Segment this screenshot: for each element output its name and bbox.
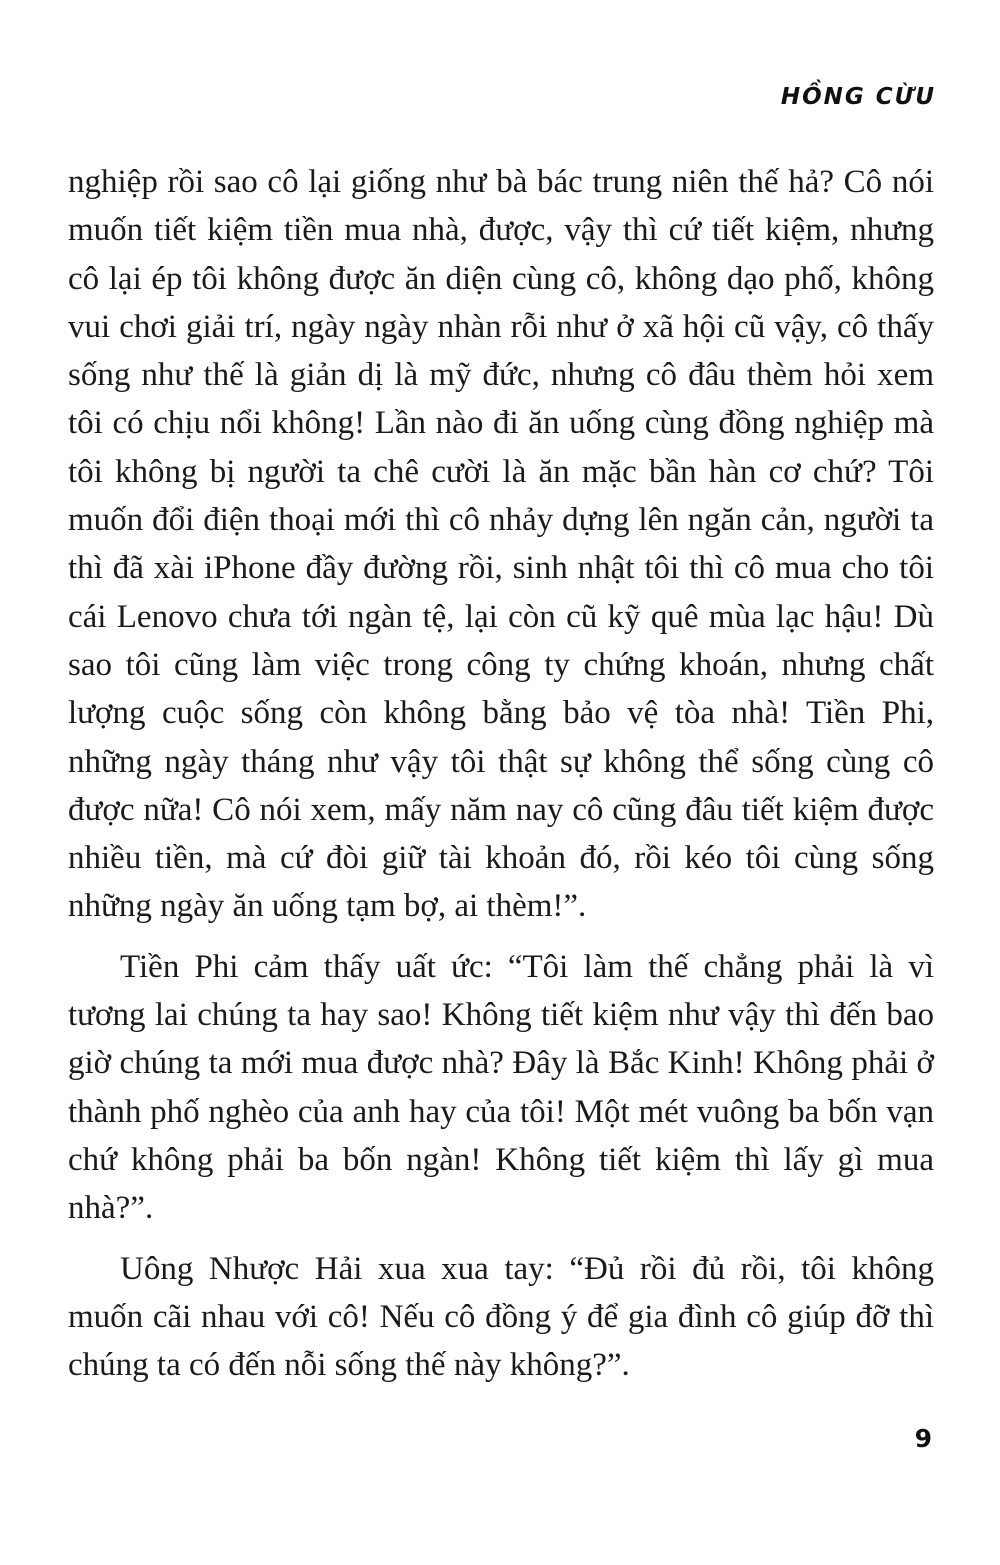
paragraph-3: Uông Nhược Hải xua xua tay: “Đủ rồi đủ rồi, tôi không muốn cãi nhau với cô! Nếu cô đồng ý để gia đình cô giúp đỡ thì chúng ta có đến nỗi sống thế này không?”. [68,1250,934,1384]
body-text [68,158,934,1389]
paragraph-1: nghiệp rồi sao cô lại giống như bà bác trung niên thế hả? Cô nói muốn tiết kiệm tiền mua nhà, được, vậy thì cứ tiết kiệm, nhưng cô lại ép tôi không được ăn diện cùng cô, không dạo phố, không vui chơi giải trí, ngày ngày nhàn rỗi như ở xã hội cũ vậy, cô thấy sống như thế là giản dị là mỹ đức, nhưng cô đâu thèm hỏi xem tôi có chịu nổi không! Lần nào đi ăn uống cùng đồng nghiệp mà tôi không bị người ta chê cười là ăn mặc bần hàn cơ chứ? Tôi muốn đổi điện thoại mới thì cô nhảy dựng lên ngăn cản, người ta thì đã xài iPhone đầy đường rồi, sinh nhật tôi thì cô mua cho tôi cái Lenovo chưa tới ngàn tệ, lại còn cũ kỹ quê mùa lạc hậu! Dù sao tôi cũng làm việc trong công ty chứng khoán, nhưng chất lượng cuộc sống còn không bằng bảo vệ tòa nhà! Tiền Phi, những ngày tháng như vậy tôi thật sự không thể sống cùng cô được nữa! Cô nói xem, mấy năm nay cô cũng đâu tiết kiệm được nhiều tiền, mà cứ đòi giữ tài khoản đó, rồi kéo tôi cùng sống những ngày ăn uống tạm bợ, ai thèm!”. [68,164,934,925]
running-header: HỒNG CỪU [780,84,936,110]
paragraph-2: Tiền Phi cảm thấy uất ức: “Tôi làm thế chẳng phải là vì tương lai chúng ta hay sao! Không tiết kiệm như vậy thì đến bao giờ chúng ta mới mua được nhà? Đây là Bắc Kinh! Không phải ở thành phố nghèo của anh hay của tôi! Một mét vuông ba bốn vạn chứ không phải ba bốn ngàn! Không tiết kiệm thì lấy gì mua nhà?”. [68,948,934,1227]
page-number: 9 [914,1424,932,1453]
